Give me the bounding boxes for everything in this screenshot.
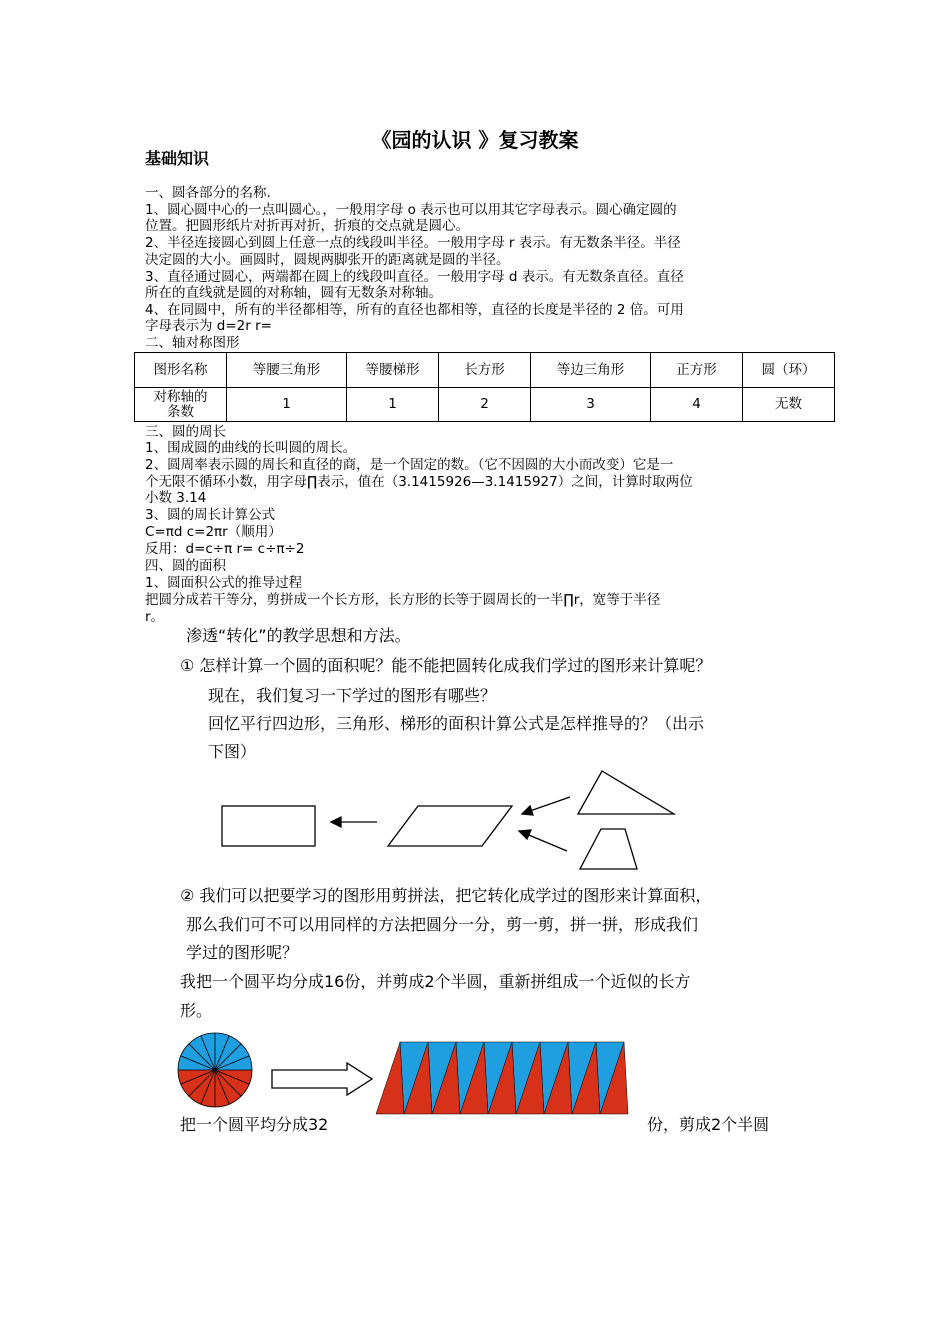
table-cell: 3 [531, 388, 651, 422]
text-line: 1、圆心圆中心的一点叫圆心。，一般用字母 o 表示也可以用其它字母表示。圆心确定圆的 [145, 202, 677, 218]
text-line: 个无限不循环小数，用字母∏表示，值在（3.1415926—3.1415927）之间，计算时取两位 [145, 474, 693, 490]
paragraph: ① 怎样计算一个圆的面积呢？能不能把圆转化成我们学过的图形来计算呢？ [180, 656, 712, 675]
text-line: 四、圆的面积 [145, 558, 226, 574]
text-line: 把圆分成若干等分，剪拼成一个长方形，长方形的长等于圆周长的一半∏r，宽等于半径 [145, 592, 661, 608]
table-header-label: 图形名称 [135, 353, 227, 388]
trapezoid-shape [580, 829, 637, 869]
table-cell: 等边三角形 [531, 353, 651, 388]
text-line: 4、在同圆中，所有的半径都相等，所有的直径也都相等，直径的长度是半径的 2 倍。可用 [145, 302, 684, 318]
table-cell: 1 [347, 388, 439, 422]
text-line: 小数 3.14 [145, 490, 207, 506]
text-line: 2、半径连接圆心到圆上任意一点的线段叫半径。一般用字母 r 表示。有无数条半径。半径 [145, 235, 681, 251]
text-line: 字母表示为 d=2r r= [145, 318, 272, 334]
table-row-label: 对称轴的条数 [135, 388, 227, 422]
arrow-head [331, 817, 341, 827]
paragraph: 形。 [180, 1001, 213, 1020]
text-line: 2、圆周率表示圆的周长和直径的商，是一个固定的数。（它不因圆的大小而改变）它是一 [145, 457, 674, 473]
rectangle-shape [222, 806, 315, 846]
page-title: 《园的认识 》复习教案 [371, 128, 579, 152]
paragraph: 回忆平行四边形，三角形、梯形的面积计算公式是怎样推导的？（出示 [208, 714, 705, 733]
table-cell: 4 [651, 388, 743, 422]
divided-circle [178, 1033, 252, 1107]
table-cell: 等腰梯形 [347, 353, 439, 388]
text-line: 3、圆的周长计算公式 [145, 507, 276, 523]
text-line: 反用：d=c÷π r= c÷π÷2 [145, 541, 305, 557]
paragraph: 现在，我们复习一下学过的图形有哪些？ [208, 686, 497, 705]
text-line: 一、圆各部分的名称. [145, 185, 271, 201]
text-line: 位置。把圆形纸片对折再对折，折痕的交点就是圆心。 [145, 218, 469, 234]
right-arrow-icon [272, 1063, 372, 1095]
text-line: 三、圆的周长 [145, 424, 226, 440]
text-line: C=πd c=2πr（顺用） [145, 524, 282, 540]
paragraph: 那么我们可不可以用同样的方法把圆分一分，剪一剪，拼一拼，形成我们 [186, 915, 699, 934]
caption-right: 份，剪成2个半圆 [647, 1115, 770, 1134]
circle-to-rectangle-figure [178, 1033, 628, 1114]
text-line: 1、圆面积公式的推导过程 [145, 575, 303, 591]
arrow-line [527, 797, 570, 812]
parallelogram-shape [388, 806, 512, 846]
triangle-shape [578, 771, 674, 814]
arrow-head [519, 830, 531, 839]
caption-left: 把一个圆平均分成32 [180, 1115, 329, 1134]
arrow-head [522, 806, 533, 815]
red-strip [376, 1042, 404, 1114]
arrow-line [524, 833, 567, 851]
table-cell: 无数 [743, 388, 835, 422]
rearranged-rectangle [376, 1042, 628, 1114]
section-heading: 基础知识 [145, 149, 210, 168]
text-line: 所在的直线就是圆的对称轴，圆有无数条对称轴。 [145, 285, 442, 301]
text-line: 二、轴对称图形 [145, 335, 240, 351]
table-cell: 等腰三角形 [227, 353, 347, 388]
table-cell: 圆（环） [743, 353, 835, 388]
text-line: 3、直径通过圆心，两端都在圆上的线段叫直径。一般用字母 d 表示。有无数条直径。直径 [145, 269, 684, 285]
text-line: 1、围成圆的曲线的长叫圆的周长。 [145, 440, 357, 456]
paragraph: 下图） [208, 742, 257, 761]
paragraph: 渗透“转化”的教学思想和方法。 [186, 626, 411, 645]
text-line: 决定圆的大小。画圆时，圆规两脚张开的距离就是圆的半径。 [145, 252, 510, 268]
table-cell: 正方形 [651, 353, 743, 388]
paragraph: 我把一个圆平均分成16份，并剪成2个半圆，重新拼组成一个近似的长方 [180, 972, 691, 991]
text-line: r。 [145, 609, 165, 625]
shapes-figure [222, 771, 674, 869]
paragraph: ② 我们可以把要学习的图形用剪拼法，把它转化成学过的图形来计算面积， [180, 886, 712, 905]
paragraph: 学过的图形呢？ [186, 943, 299, 962]
table-cell: 长方形 [439, 353, 531, 388]
table-cell: 1 [227, 388, 347, 422]
table-cell: 2 [439, 388, 531, 422]
